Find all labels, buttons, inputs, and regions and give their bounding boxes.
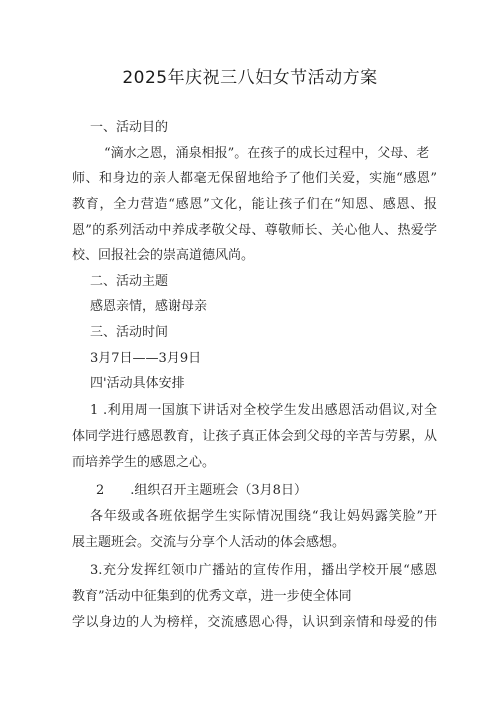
paragraph-line: 各年级或各班依据学生实际情况围绕“我让妈妈露笑脸”开 <box>90 509 437 524</box>
paragraph-line: 3.充分发挥红领巾广播站的宣传作用，播出学校开展“感恩 <box>90 563 437 578</box>
section-heading-arrangement: 四'活动具体安排 <box>90 376 185 391</box>
time-text: 3月7日——3月9日 <box>90 351 202 366</box>
paragraph-line: 教育，全力营造“感恩”文化，能让孩子们在“知恩、感恩、报 <box>72 197 437 212</box>
section-heading-purpose: 一、活动目的 <box>90 120 169 135</box>
paragraph-line: 展主题班会。交流与分享个人活动的体会感想。 <box>72 535 346 550</box>
document-title: 2025年庆祝三八妇女节活动方案 <box>122 68 378 88</box>
paragraph-line: 师、和身边的亲人都毫无保留地给予了他们关爱，实施“感恩” <box>72 171 437 186</box>
paragraph-line: 校、回报社会的崇高道德风尚。 <box>72 248 255 263</box>
paragraph-line: 体同学进行感恩教育，让孩子真正体会到父母的辛苦与劳累，从 <box>72 429 437 444</box>
section-heading-theme: 二、活动主题 <box>90 274 169 289</box>
paragraph-line: 学以身边的人为榜样，交流感恩心得，认识到亲情和母爱的伟 <box>72 615 437 630</box>
section-heading-time: 三、活动时间 <box>90 325 169 340</box>
paragraph-line: 1 .利用周一国旗下讲话对全校学生发出感恩活动倡议,对全 <box>90 403 437 418</box>
paragraph-line: 恩”的系列活动中养成孝敬父母、尊敬师长、关心他人、热爱学 <box>72 223 437 238</box>
paragraph-line: “滴水之恩，涌泉相报”。在孩子的成长过程中，父母、老 <box>104 146 430 161</box>
theme-text: 感恩亲情，感谢母亲 <box>90 299 208 314</box>
paragraph-line: 而培养学生的感恩之心。 <box>72 455 216 470</box>
paragraph-line: 教育”活动中征集到的优秀文章，进一步使全体同 <box>72 589 352 604</box>
item-heading-class-meeting: 2 .组织召开主题班会（3月8日） <box>96 483 307 498</box>
